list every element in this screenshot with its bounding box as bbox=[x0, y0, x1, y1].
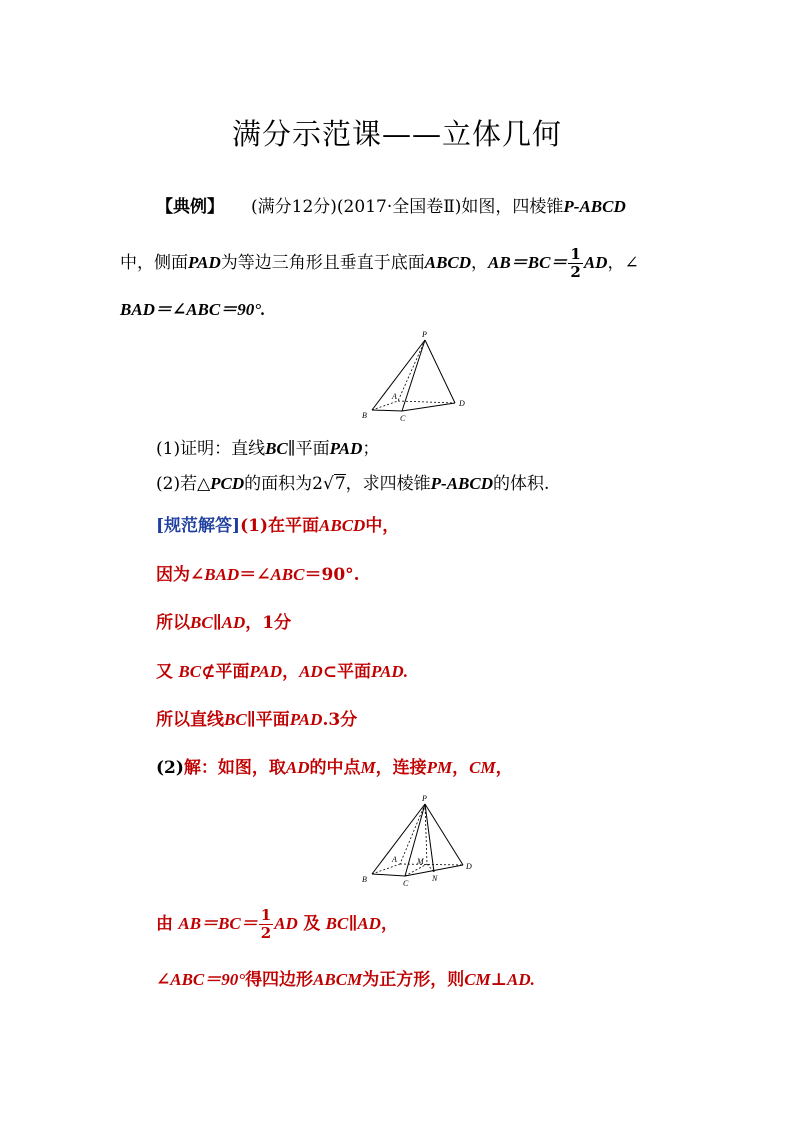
math-bad: BAD bbox=[204, 565, 240, 584]
solution-text: ， bbox=[380, 914, 398, 934]
label-m: M bbox=[417, 857, 424, 866]
edge-pc bbox=[402, 340, 425, 411]
math-pad: PAD bbox=[188, 253, 221, 272]
math-bc-parallel-ad: BC∥AD bbox=[325, 914, 381, 933]
solution-jie: 解 bbox=[183, 758, 201, 778]
math-ad: AD bbox=[274, 914, 298, 933]
label-p: P bbox=[422, 330, 427, 339]
math-pad: PAD bbox=[329, 439, 363, 458]
example-tag: 【典例】 bbox=[156, 197, 224, 217]
solution-text: 所以 bbox=[156, 613, 190, 633]
edge-bc bbox=[372, 874, 405, 876]
solution-text: ，连接 bbox=[375, 758, 427, 778]
math-bc-parallel: BC∥ bbox=[224, 710, 256, 729]
math-pcd: PCD bbox=[210, 474, 245, 493]
math-pad: PAD. bbox=[370, 662, 408, 681]
label-c: C bbox=[403, 879, 409, 888]
edge-pn bbox=[425, 804, 434, 872]
solution-line-5 bbox=[156, 708, 357, 732]
solution-line-7 bbox=[156, 907, 398, 942]
solution-text: 由 bbox=[156, 914, 173, 934]
math-ad: AD bbox=[583, 253, 608, 272]
solution-text: ：如图，取 bbox=[200, 758, 286, 778]
edge-bc bbox=[372, 410, 402, 411]
solution-text: ⊂平面 bbox=[322, 662, 371, 682]
fraction-half bbox=[568, 246, 582, 281]
solution-line-4 bbox=[156, 660, 408, 684]
math-bc-not-subset: BC⊄ bbox=[178, 662, 216, 681]
sqrt-radicand: 7 bbox=[334, 474, 346, 494]
solution-text: 得四边形 bbox=[245, 970, 314, 990]
solution-text: 所以直线 bbox=[156, 710, 224, 730]
problem-text: 如图，四棱锥 bbox=[461, 197, 564, 217]
label-b: B bbox=[362, 411, 367, 420]
solution-line-8 bbox=[156, 968, 535, 992]
math-pyramid: P-ABCD bbox=[430, 474, 493, 493]
math-ad: AD bbox=[285, 758, 310, 777]
solution-text: ＝∠ bbox=[239, 565, 271, 585]
math-abcd: ABCD bbox=[424, 253, 472, 272]
label-c: C bbox=[400, 414, 406, 423]
fraction-numerator: 1 bbox=[260, 906, 272, 924]
edge-cd bbox=[402, 403, 455, 411]
math-angle-abc: ∠ABC＝90° bbox=[156, 970, 246, 989]
solution-text: ， bbox=[452, 758, 470, 778]
edge-ad-hidden bbox=[398, 401, 455, 403]
problem-line-2 bbox=[120, 246, 639, 281]
question-text: ； bbox=[362, 439, 380, 459]
math-abcm: ABCM bbox=[313, 970, 363, 989]
problem-line-1 bbox=[156, 195, 626, 219]
problem-text: 为等边三角形且垂直于底面 bbox=[220, 253, 425, 273]
edge-pd bbox=[425, 340, 455, 403]
fraction-denominator: 2 bbox=[570, 263, 581, 281]
math-abc: ABC bbox=[270, 565, 305, 584]
math-bc: BC bbox=[265, 439, 288, 458]
solution-text: ＝90°. bbox=[304, 565, 360, 585]
fraction-denominator: 2 bbox=[260, 924, 272, 942]
fraction-half bbox=[259, 907, 273, 942]
edge-pa-hidden bbox=[400, 804, 425, 864]
problem-text: ， bbox=[471, 253, 489, 273]
question-text: 的面积为2 bbox=[244, 474, 323, 494]
math-pyramid: P-ABCD bbox=[563, 197, 626, 216]
problem-text: ，∠ bbox=[607, 253, 639, 273]
solution-text: 平面 bbox=[255, 710, 290, 730]
label-n: N bbox=[432, 874, 438, 883]
solution-text: 因为∠ bbox=[156, 565, 205, 585]
solution-text: 为正方形，则 bbox=[362, 970, 465, 990]
label-d: D bbox=[466, 862, 472, 871]
page-title: 满分示范课——立体几何 bbox=[231, 117, 562, 151]
math-ad: AD bbox=[299, 662, 323, 681]
question-text: ∥平面 bbox=[287, 439, 330, 459]
math-pm: PM bbox=[426, 758, 453, 777]
solution-text: 又 bbox=[156, 662, 173, 682]
math-abcd: ABCD bbox=[319, 516, 366, 535]
label-d: D bbox=[459, 399, 465, 408]
math-cm-perp-ad: CM⊥AD. bbox=[464, 970, 535, 989]
question-text: (1)证明：直线 bbox=[156, 439, 266, 459]
fraction-numerator: 1 bbox=[570, 245, 581, 263]
solution-text: ， bbox=[495, 758, 513, 778]
edge-ad-hidden bbox=[400, 864, 463, 865]
label-p: P bbox=[422, 794, 427, 803]
question-text: ，求四棱锥 bbox=[345, 474, 431, 494]
score-3: .3分 bbox=[322, 710, 358, 730]
problem-source: (满分12分)(2017·全国卷Ⅱ) bbox=[251, 197, 462, 217]
edge-pd bbox=[425, 804, 463, 865]
sqrt-sign: √ bbox=[322, 474, 334, 494]
math-ab-bc: AB＝BC＝ bbox=[488, 253, 568, 272]
score-1: ，1分 bbox=[245, 613, 292, 633]
solution-line-2 bbox=[156, 563, 360, 587]
solution-line-1 bbox=[156, 514, 399, 538]
math-pad: PAD bbox=[289, 710, 323, 729]
pyramid-figure-1 bbox=[355, 328, 475, 423]
solution-text: 中， bbox=[365, 516, 400, 536]
pyramid-figure-2 bbox=[355, 792, 475, 888]
question-2 bbox=[156, 472, 549, 496]
solution-line-3 bbox=[156, 611, 291, 635]
question-text: (2)若△ bbox=[156, 474, 211, 494]
math-bc-parallel-ad: BC∥AD bbox=[190, 613, 246, 632]
solution-text: 及 bbox=[303, 914, 321, 934]
question-1 bbox=[156, 437, 379, 461]
math-pad: PAD bbox=[249, 662, 283, 681]
problem-line-3: BAD＝∠ABC＝90°. bbox=[120, 300, 266, 319]
label-b: B bbox=[362, 875, 367, 884]
part-2-label: (2) bbox=[156, 758, 184, 778]
solution-text: (1)在平面 bbox=[240, 516, 320, 536]
label-a: A bbox=[392, 855, 397, 864]
solution-text: ， bbox=[282, 662, 300, 682]
problem-text: 中，侧面 bbox=[120, 253, 188, 273]
math-m: M bbox=[360, 758, 376, 777]
question-text: 的体积. bbox=[493, 474, 550, 494]
solution-text: 平面 bbox=[215, 662, 250, 682]
math-cm: CM bbox=[469, 758, 496, 777]
math-ab-bc: AB＝BC＝ bbox=[178, 914, 258, 933]
solution-line-6 bbox=[156, 756, 513, 780]
solution-tag: [规范解答] bbox=[156, 516, 241, 536]
solution-text: 的中点 bbox=[309, 758, 361, 778]
label-a: A bbox=[392, 392, 397, 401]
